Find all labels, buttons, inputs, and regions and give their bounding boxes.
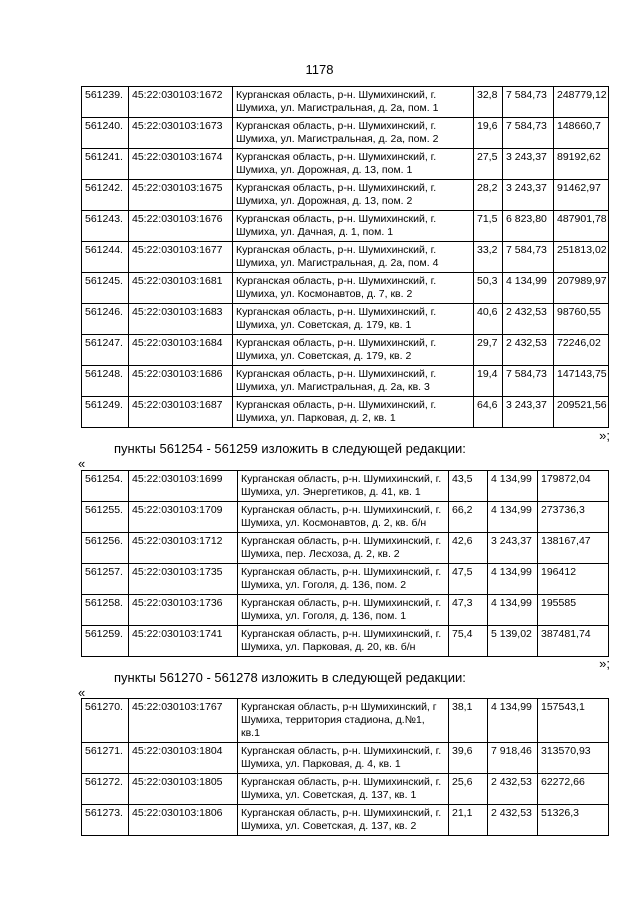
cell-area: 47,3 bbox=[449, 595, 488, 626]
cell-area: 29,7 bbox=[474, 335, 503, 366]
cell-unit-rate: 2 432,53 bbox=[488, 774, 538, 805]
table-row bbox=[82, 211, 609, 242]
cell-area: 42,6 bbox=[449, 533, 488, 564]
cell-cadastral-number: 45:22:030103:1681 bbox=[129, 273, 233, 304]
cell-unit-rate: 7 584,73 bbox=[503, 118, 554, 149]
cell-cadastral-value: 196412 bbox=[538, 564, 609, 595]
cell-unit-rate: 4 134,99 bbox=[503, 273, 554, 304]
cell-unit-rate: 4 134,99 bbox=[488, 699, 538, 743]
cell-row-number: 561259. bbox=[82, 626, 129, 657]
cell-unit-rate: 2 432,53 bbox=[488, 805, 538, 836]
closing-quote: »; bbox=[599, 428, 610, 443]
cell-cadastral-number: 45:22:030103:1686 bbox=[129, 366, 233, 397]
cell-row-number: 561272. bbox=[82, 774, 129, 805]
table-row bbox=[82, 118, 609, 149]
cell-row-number: 561257. bbox=[82, 564, 129, 595]
table-row bbox=[82, 774, 609, 805]
cell-unit-rate: 7 584,73 bbox=[503, 366, 554, 397]
table-row bbox=[82, 304, 609, 335]
cell-cadastral-number: 45:22:030103:1709 bbox=[129, 502, 238, 533]
cell-cadastral-number: 45:22:030103:1699 bbox=[129, 471, 238, 502]
cell-cadastral-number: 45:22:030103:1806 bbox=[129, 805, 238, 836]
cell-row-number: 561258. bbox=[82, 595, 129, 626]
cell-unit-rate: 6 823,80 bbox=[503, 211, 554, 242]
cell-row-number: 561255. bbox=[82, 502, 129, 533]
cell-address: Курганская область, р-н. Шумихинский, г. Шумиха, ул. Советская, д. 137, кв. 1 bbox=[238, 774, 449, 805]
table-row bbox=[82, 502, 609, 533]
cell-address: Курганская область, р-н. Шумихинский, г. Шумиха, ул. Дачная, д. 1, пом. 1 bbox=[233, 211, 474, 242]
cell-area: 33,2 bbox=[474, 242, 503, 273]
cell-row-number: 561243. bbox=[82, 211, 129, 242]
cell-row-number: 561242. bbox=[82, 180, 129, 211]
cell-address: Курганская область, р-н. Шумихинский, г. Шумиха, ул. Советская, д. 137, кв. 2 bbox=[238, 805, 449, 836]
cell-unit-rate: 4 134,99 bbox=[488, 471, 538, 502]
property-table-3-body bbox=[82, 699, 609, 836]
cell-row-number: 561254. bbox=[82, 471, 129, 502]
cell-address: Курганская область, р-н. Шумихинский, г. Шумиха, ул. Магистральная, д. 2а, пом. 1 bbox=[233, 87, 474, 118]
cell-cadastral-value: 273736,3 bbox=[538, 502, 609, 533]
cell-cadastral-value: 195585 bbox=[538, 595, 609, 626]
cell-row-number: 561241. bbox=[82, 149, 129, 180]
cell-cadastral-number: 45:22:030103:1805 bbox=[129, 774, 238, 805]
cell-area: 64,6 bbox=[474, 397, 503, 428]
cell-area: 19,4 bbox=[474, 366, 503, 397]
cell-address: Курганская область, р-н. Шумихинский, г. Шумиха, ул. Магистральная, д. 2а, кв. 3 bbox=[233, 366, 474, 397]
cell-unit-rate: 7 584,73 bbox=[503, 242, 554, 273]
property-table-1 bbox=[81, 86, 609, 428]
cell-cadastral-number: 45:22:030103:1672 bbox=[129, 87, 233, 118]
cell-area: 40,6 bbox=[474, 304, 503, 335]
table-row bbox=[82, 626, 609, 657]
table-row bbox=[82, 366, 609, 397]
cell-cadastral-value: 89192,62 bbox=[554, 149, 609, 180]
table-row bbox=[82, 595, 609, 626]
cell-address: Курганская область, р-н. Шумихинский, г. Шумиха, ул. Космонавтов, д. 7, кв. 2 bbox=[233, 273, 474, 304]
amendment-instruction: пункты 561254 - 561259 изложить в следующей редакции: bbox=[114, 441, 466, 456]
cell-cadastral-value: 98760,55 bbox=[554, 304, 609, 335]
cell-area: 39,6 bbox=[449, 743, 488, 774]
cell-area: 75,4 bbox=[449, 626, 488, 657]
cell-area: 71,5 bbox=[474, 211, 503, 242]
cell-cadastral-value: 138167,47 bbox=[538, 533, 609, 564]
cell-cadastral-value: 179872,04 bbox=[538, 471, 609, 502]
cell-unit-rate: 2 432,53 bbox=[503, 335, 554, 366]
cell-cadastral-number: 45:22:030103:1675 bbox=[129, 180, 233, 211]
table-row bbox=[82, 180, 609, 211]
cell-cadastral-number: 45:22:030103:1677 bbox=[129, 242, 233, 273]
page-number: 1178 bbox=[305, 62, 334, 77]
cell-row-number: 561245. bbox=[82, 273, 129, 304]
cell-area: 32,8 bbox=[474, 87, 503, 118]
cell-row-number: 561271. bbox=[82, 743, 129, 774]
cell-cadastral-value: 51326,3 bbox=[538, 805, 609, 836]
table-row bbox=[82, 699, 609, 743]
cell-cadastral-number: 45:22:030103:1767 bbox=[129, 699, 238, 743]
table-row bbox=[82, 335, 609, 366]
table-row bbox=[82, 397, 609, 428]
table-row bbox=[82, 471, 609, 502]
cell-cadastral-number: 45:22:030103:1736 bbox=[129, 595, 238, 626]
cell-cadastral-number: 45:22:030103:1684 bbox=[129, 335, 233, 366]
cell-area: 19,6 bbox=[474, 118, 503, 149]
table-row bbox=[82, 149, 609, 180]
cell-cadastral-value: 148660,7 bbox=[554, 118, 609, 149]
cell-cadastral-value: 207989,97 bbox=[554, 273, 609, 304]
cell-row-number: 561239. bbox=[82, 87, 129, 118]
cell-cadastral-value: 248779,12 bbox=[554, 87, 609, 118]
cell-unit-rate: 7 918,46 bbox=[488, 743, 538, 774]
property-table-3 bbox=[81, 698, 609, 836]
cell-area: 50,3 bbox=[474, 273, 503, 304]
cell-cadastral-value: 387481,74 bbox=[538, 626, 609, 657]
cell-unit-rate: 4 134,99 bbox=[488, 564, 538, 595]
cell-address: Курганская область, р-н. Шумихинский, г. Шумиха, ул. Парковая, д. 2, кв. 1 bbox=[233, 397, 474, 428]
table-row bbox=[82, 87, 609, 118]
cell-unit-rate: 4 134,99 bbox=[488, 502, 538, 533]
cell-address: Курганская область, р-н. Шумихинский, г. Шумиха, ул. Магистральная, д. 2а, пом. 2 bbox=[233, 118, 474, 149]
cell-cadastral-number: 45:22:030103:1741 bbox=[129, 626, 238, 657]
cell-address: Курганская область, р-н. Шумихинский, г. Шумиха, ул. Советская, д. 179, кв. 2 bbox=[233, 335, 474, 366]
cell-area: 47,5 bbox=[449, 564, 488, 595]
cell-address: Курганская область, р-н. Шумихинский, г. Шумиха, ул. Гоголя, д. 136, пом. 2 bbox=[238, 564, 449, 595]
cell-cadastral-number: 45:22:030103:1676 bbox=[129, 211, 233, 242]
cell-cadastral-value: 147143,75 bbox=[554, 366, 609, 397]
cell-row-number: 561246. bbox=[82, 304, 129, 335]
cell-row-number: 561248. bbox=[82, 366, 129, 397]
cell-unit-rate: 3 243,37 bbox=[488, 533, 538, 564]
cell-row-number: 561244. bbox=[82, 242, 129, 273]
cell-row-number: 561273. bbox=[82, 805, 129, 836]
cell-area: 21,1 bbox=[449, 805, 488, 836]
cell-area: 28,2 bbox=[474, 180, 503, 211]
cell-address: Курганская область, р-н. Шумихинский, г. Шумиха, ул. Парковая, д. 20, кв. б/н bbox=[238, 626, 449, 657]
cell-cadastral-number: 45:22:030103:1735 bbox=[129, 564, 238, 595]
cell-cadastral-number: 45:22:030103:1804 bbox=[129, 743, 238, 774]
cell-unit-rate: 3 243,37 bbox=[503, 180, 554, 211]
cell-row-number: 561240. bbox=[82, 118, 129, 149]
cell-address: Курганская область, р-н. Шумихинский, г. Шумиха, пер. Лесхоза, д. 2, кв. 2 bbox=[238, 533, 449, 564]
table-row bbox=[82, 242, 609, 273]
cell-row-number: 561256. bbox=[82, 533, 129, 564]
cell-cadastral-value: 157543,1 bbox=[538, 699, 609, 743]
cell-cadastral-value: 487901,78 bbox=[554, 211, 609, 242]
property-table-1-body bbox=[82, 87, 609, 428]
cell-unit-rate: 7 584,73 bbox=[503, 87, 554, 118]
cell-area: 38,1 bbox=[449, 699, 488, 743]
cell-address: Курганская область, р-н. Шумихинский, г. Шумиха, ул. Гоголя, д. 136, пом. 1 bbox=[238, 595, 449, 626]
property-table-2-body bbox=[82, 471, 609, 657]
opening-quote: « bbox=[78, 456, 86, 471]
table-row bbox=[82, 743, 609, 774]
cell-row-number: 561247. bbox=[82, 335, 129, 366]
cell-address: Курганская область, р-н. Шумихинский, г. Шумиха, ул. Магистральная, д. 2а, пом. 4 bbox=[233, 242, 474, 273]
table-row bbox=[82, 564, 609, 595]
cell-unit-rate: 4 134,99 bbox=[488, 595, 538, 626]
cell-address: Курганская область, р-н. Шумихинский, г. Шумиха, ул. Дорожная, д. 13, пом. 2 bbox=[233, 180, 474, 211]
table-row bbox=[82, 533, 609, 564]
table-row bbox=[82, 805, 609, 836]
cell-cadastral-number: 45:22:030103:1673 bbox=[129, 118, 233, 149]
cell-unit-rate: 3 243,37 bbox=[503, 149, 554, 180]
cell-cadastral-value: 251813,02 bbox=[554, 242, 609, 273]
cell-address: Курганская область, р-н. Шумихинский, г. Шумиха, ул. Энергетиков, д. 41, кв. 1 bbox=[238, 471, 449, 502]
cell-area: 66,2 bbox=[449, 502, 488, 533]
cell-area: 43,5 bbox=[449, 471, 488, 502]
cell-cadastral-number: 45:22:030103:1687 bbox=[129, 397, 233, 428]
cell-cadastral-number: 45:22:030103:1712 bbox=[129, 533, 238, 564]
cell-cadastral-number: 45:22:030103:1674 bbox=[129, 149, 233, 180]
property-table-2 bbox=[81, 470, 609, 657]
cell-address: Курганская область, р-н. Шумихинский, г. Шумиха, ул. Советская, д. 179, кв. 1 bbox=[233, 304, 474, 335]
cell-cadastral-value: 313570,93 bbox=[538, 743, 609, 774]
cell-cadastral-value: 72246,02 bbox=[554, 335, 609, 366]
cell-row-number: 561270. bbox=[82, 699, 129, 743]
cell-row-number: 561249. bbox=[82, 397, 129, 428]
cell-unit-rate: 5 139,02 bbox=[488, 626, 538, 657]
cell-area: 27,5 bbox=[474, 149, 503, 180]
cell-cadastral-value: 209521,56 bbox=[554, 397, 609, 428]
opening-quote: « bbox=[78, 685, 86, 700]
cell-cadastral-value: 91462,97 bbox=[554, 180, 609, 211]
amendment-instruction: пункты 561270 - 561278 изложить в следующей редакции: bbox=[114, 670, 466, 685]
cell-unit-rate: 3 243,37 bbox=[503, 397, 554, 428]
cell-area: 25,6 bbox=[449, 774, 488, 805]
cell-unit-rate: 2 432,53 bbox=[503, 304, 554, 335]
closing-quote: »; bbox=[599, 656, 610, 671]
cell-address: Курганская область, р-н. Шумихинский, г. Шумиха, ул. Парковая, д. 4, кв. 1 bbox=[238, 743, 449, 774]
cell-cadastral-number: 45:22:030103:1683 bbox=[129, 304, 233, 335]
cell-address: Курганская область, р-н Шумихинский, г Шумиха, территория стадиона, д.№1, кв.1 bbox=[238, 699, 449, 743]
table-row bbox=[82, 273, 609, 304]
cell-address: Курганская область, р-н. Шумихинский, г. Шумиха, ул. Космонавтов, д. 2, кв. б/н bbox=[238, 502, 449, 533]
cell-cadastral-value: 62272,66 bbox=[538, 774, 609, 805]
cell-address: Курганская область, р-н. Шумихинский, г. Шумиха, ул. Дорожная, д. 13, пом. 1 bbox=[233, 149, 474, 180]
